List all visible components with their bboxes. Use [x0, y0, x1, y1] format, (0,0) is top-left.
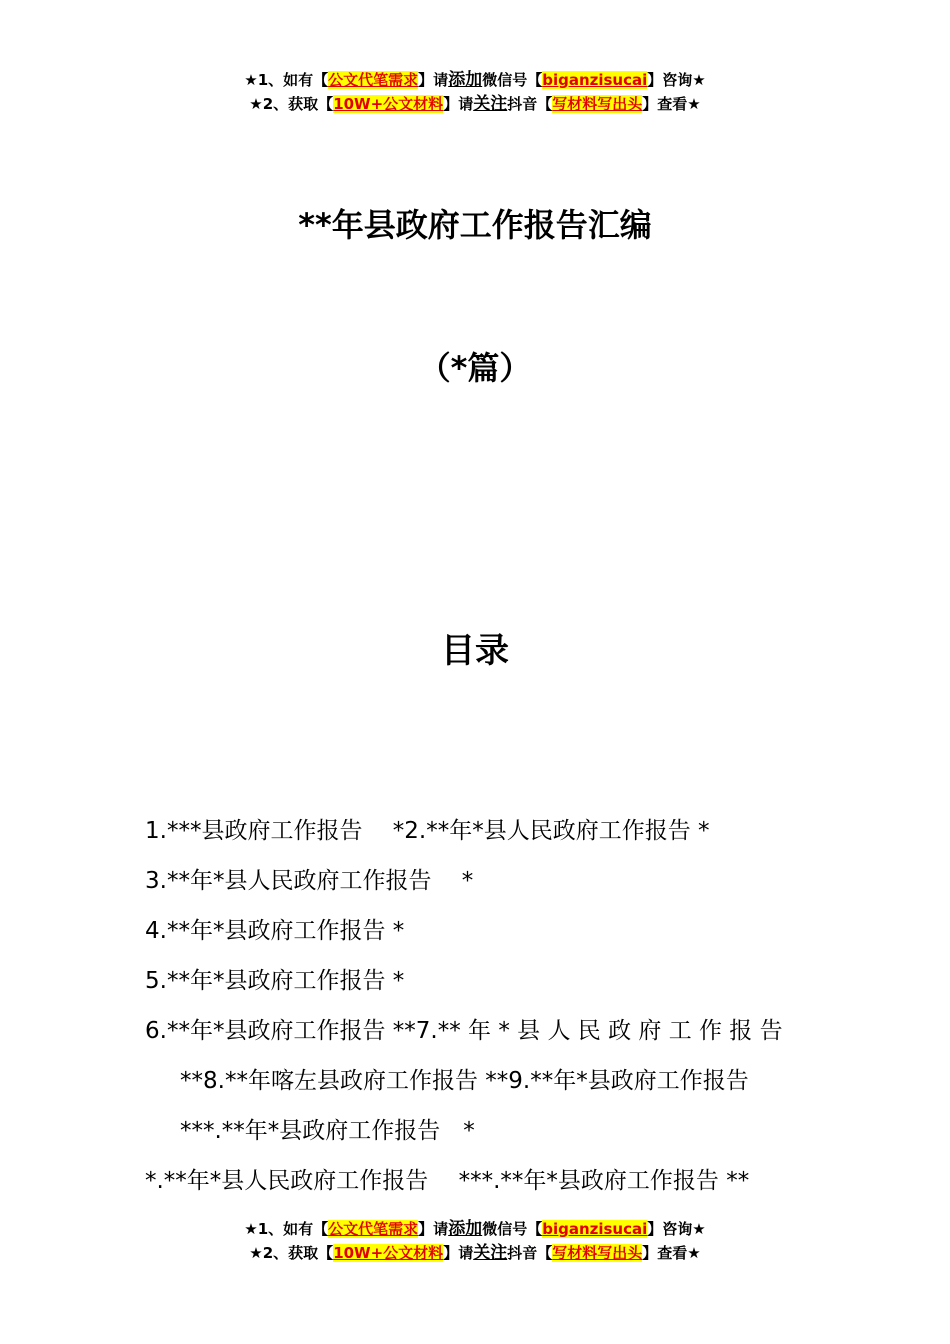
promo-underlined-follow: 关注	[473, 94, 508, 114]
promo-text: 微信号【	[482, 1220, 543, 1238]
promo-banner-bottom	[0, 1217, 950, 1265]
promo-banner-top	[0, 68, 950, 116]
toc-entry[interactable]: 5.**年*县政府工作报告 *	[145, 968, 405, 994]
promo-text: 微信号【	[482, 71, 543, 89]
promo-text: 抖音【	[507, 95, 553, 113]
promo-highlight-douyin: 写材料写出头	[552, 1244, 643, 1262]
toc-entry[interactable]: ***.**年*县政府工作报告 *	[180, 1118, 475, 1144]
promo-line-1	[0, 1217, 950, 1241]
promo-line-1	[0, 68, 950, 92]
promo-highlight-materials: 10W+公文材料	[333, 95, 444, 113]
promo-text: 】查看★	[642, 1244, 701, 1262]
promo-text: ★2、获取【	[249, 95, 334, 113]
toc-heading: 目录	[441, 631, 509, 671]
toc-entry[interactable]: 3.**年*县人民政府工作报告 *	[145, 868, 474, 894]
promo-highlight-service: 公文代笔需求	[328, 71, 419, 89]
promo-text: ★2、获取【	[249, 1244, 334, 1262]
promo-text: 】请	[418, 1220, 449, 1238]
toc-entry[interactable]: 1.***县政府工作报告 *2.**年*县人民政府工作报告 *	[145, 818, 710, 844]
promo-highlight-materials: 10W+公文材料	[333, 1244, 444, 1262]
promo-highlight-service: 公文代笔需求	[328, 1220, 419, 1238]
promo-text: 】咨询★	[647, 71, 706, 89]
promo-line-2	[0, 92, 950, 116]
promo-highlight-wechat-id: biganzisucai	[542, 1220, 648, 1238]
promo-text: ★1、如有【	[244, 1220, 329, 1238]
promo-text: 】请	[443, 95, 474, 113]
promo-text: 】查看★	[642, 95, 701, 113]
promo-text: 】请	[418, 71, 449, 89]
promo-underlined-follow: 关注	[473, 1243, 508, 1263]
promo-text: 抖音【	[507, 1244, 553, 1262]
promo-underlined-add: 添加	[448, 1219, 483, 1239]
toc-entry[interactable]: 4.**年*县政府工作报告 *	[145, 918, 405, 944]
toc-entry[interactable]: **8.**年喀左县政府工作报告 **9.**年*县政府工作报告	[180, 1068, 749, 1094]
promo-text: 】请	[443, 1244, 474, 1262]
promo-text: ★1、如有【	[244, 71, 329, 89]
document-subtitle: （*篇）	[418, 349, 532, 387]
toc-entry[interactable]: *.**年*县人民政府工作报告 ***.**年*县政府工作报告 **	[145, 1168, 750, 1194]
promo-underlined-add: 添加	[448, 70, 483, 90]
document-title: **年县政府工作报告汇编	[298, 206, 652, 244]
promo-highlight-wechat-id: biganzisucai	[542, 71, 648, 89]
toc-entry[interactable]: 6.**年*县政府工作报告 **7.** 年 * 县 人 民 政 府 工 作 报 告	[145, 1018, 783, 1044]
promo-highlight-douyin: 写材料写出头	[552, 95, 643, 113]
promo-text: 】咨询★	[647, 1220, 706, 1238]
promo-line-2	[0, 1241, 950, 1265]
